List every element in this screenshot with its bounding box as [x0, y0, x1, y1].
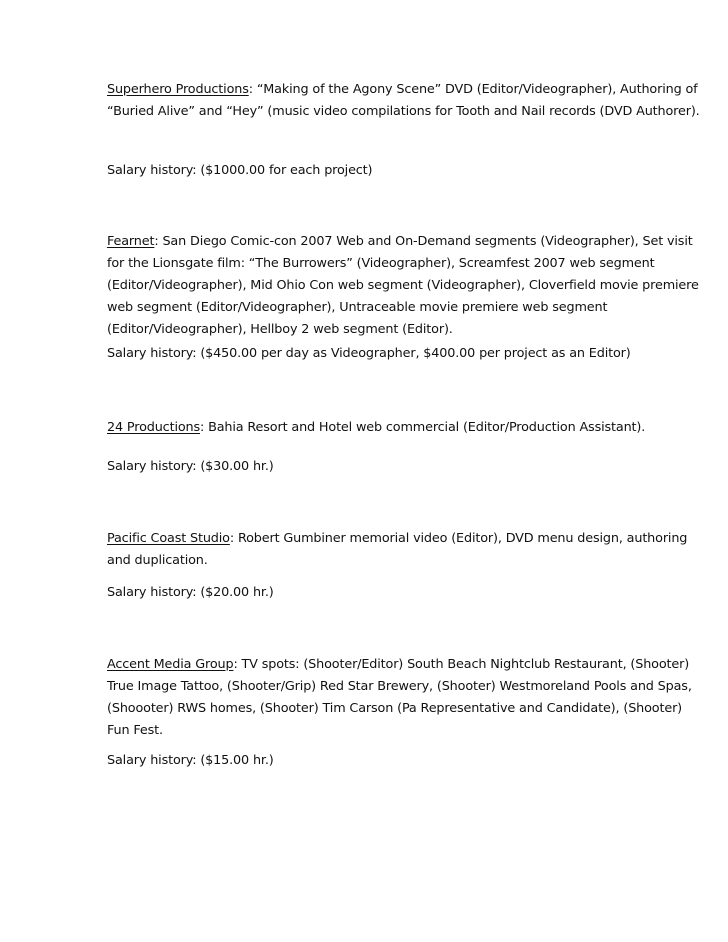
work-entry-pacific-coast-studio	[107, 528, 707, 572]
salary-history: Salary history: ($20.00 hr.)	[107, 585, 274, 600]
company-name: Pacific Coast Studio	[107, 531, 230, 546]
work-description: : Bahia Resort and Hotel web commercial (Editor/Production Assistant).	[200, 420, 646, 435]
work-description: : San Diego Comic-con 2007 Web and On-Demand segments (Videographer), Set visit for the Lionsgate film: “The Burrowers” (Videographer), Screamfest 2007 web segment (Editor/Videographer), Mid Ohio Con web segment (Videographer), Cloverfield movie premiere web segment (Editor/Videographer), Untraceable movie premiere web segment (Editor/Videographer), Hellboy 2 web segment (Editor).	[107, 234, 699, 337]
company-name: Fearnet	[107, 234, 155, 249]
work-entry-accent-media-group	[107, 654, 707, 742]
work-entry-24-productions	[107, 417, 645, 439]
salary-history: Salary history: ($450.00 per day as Videographer, $400.00 per project as an Editor)	[107, 346, 631, 361]
salary-history: Salary history: ($30.00 hr.)	[107, 459, 274, 474]
company-name: Superhero Productions	[107, 82, 249, 97]
company-name: Accent Media Group	[107, 657, 234, 672]
work-entry-fearnet	[107, 231, 707, 341]
salary-history: Salary history: ($1000.00 for each project)	[107, 163, 373, 178]
work-description: : “Making of the Agony Scene” DVD (Editor/Videographer), Authoring of “Buried Alive” and “Hey” (music video compilations for Tooth and Nail records (DVD Authorer).	[107, 82, 700, 119]
salary-history: Salary history: ($15.00 hr.)	[107, 753, 274, 768]
company-name: 24 Productions	[107, 420, 201, 435]
work-description: : TV spots: (Shooter/Editor) South Beach Nightclub Restaurant, (Shooter) True Image Tattoo, (Shooter/Grip) Red Star Brewery, (Shooter) Westmoreland Pools and Spas, (Shoooter) RWS homes, (Shooter) Tim Carson (Pa Representative and Candidate), (Shooter) Fun Fest.	[107, 657, 692, 738]
work-entry-superhero-productions	[107, 79, 707, 123]
work-description: : Robert Gumbiner memorial video (Editor), DVD menu design, authoring and duplication.	[107, 531, 688, 568]
